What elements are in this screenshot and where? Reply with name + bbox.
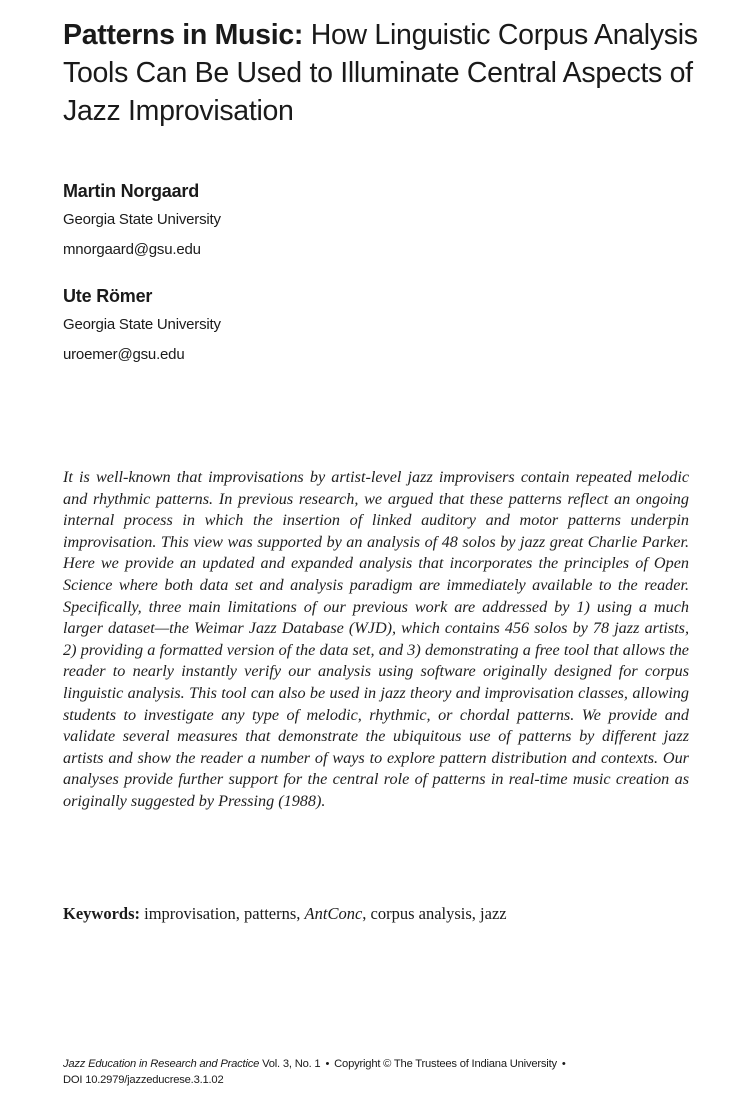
author-email: mnorgaard@gsu.edu (63, 241, 201, 258)
keywords-list-part: improvisation, patterns, (144, 904, 301, 923)
abstract: It is well-known that improvisations by artist-level jazz improvisers contain repeated melodic and rhythmic patterns. In previous research, we argued that these patterns reflect an ongoing internal process in which the insertion of linked auditory and motor patterns underpin improvisation. This view was supported by an analysis of 48 solos by jazz great Charlie Parker. Here we provide an updated and expanded analysis that incorporates the principles of Open Science where both data set and analysis paradigm are immediately available to the reader. Specifically, three main limitations of our previous work are addressed by 1) using a much larger dataset—the Weimar Jazz Database (WJD), which contains 456 solos by 78 jazz artists, 2) providing a formatted version of the data set, and 3) demonstrating a free tool that allows the reader to nearly instantly verify our analysis using software originally designed for corpus linguistic analysis. This tool can also be used in jazz theory and improvisation classes, allowing students to investigate any type of melodic, rhythmic, or chordal patterns. We provide and validate several measures that demonstrate the ubiquitous use of patterns by different jazz artists and show the reader a number of ways to explore pattern distribution and contexts. Our analyses provide further support for the central role of patterns in real-time music creation as originally suggested by Pressing (1988). (63, 468, 689, 810)
journal-volume: Vol. 3, No. 1 (262, 1058, 321, 1070)
author-email: uroemer@gsu.edu (63, 346, 185, 363)
bullet-separator: • (325, 1058, 330, 1070)
author-name: Ute Römer (63, 286, 153, 306)
page-footer (63, 1056, 703, 1088)
copyright-notice: Copyright © The Trustees of Indiana University (334, 1058, 557, 1070)
title-lead: Patterns in Music: (63, 19, 304, 51)
title-subtitle: How Linguistic Corpus Analysis Tools Can Be Used to Illuminate Central Aspects of Jazz Improvisation (63, 19, 698, 127)
author-block (63, 285, 463, 365)
author-block (63, 180, 463, 260)
author-affiliation: Georgia State University (63, 316, 221, 333)
journal-name: Jazz Education in Research and Practice (63, 1058, 260, 1070)
keywords-list-part: , corpus analysis, jazz (362, 904, 507, 923)
author-name: Martin Norgaard (63, 181, 200, 201)
keywords (63, 903, 703, 925)
author-affiliation: Georgia State University (63, 211, 221, 228)
doi: DOI 10.2979/jazzeducrese.3.1.02 (63, 1074, 224, 1086)
article-title (63, 16, 723, 130)
keywords-list-italic: AntConc (304, 904, 363, 923)
keywords-label: Keywords: (63, 904, 140, 923)
bullet-separator: • (561, 1058, 566, 1070)
